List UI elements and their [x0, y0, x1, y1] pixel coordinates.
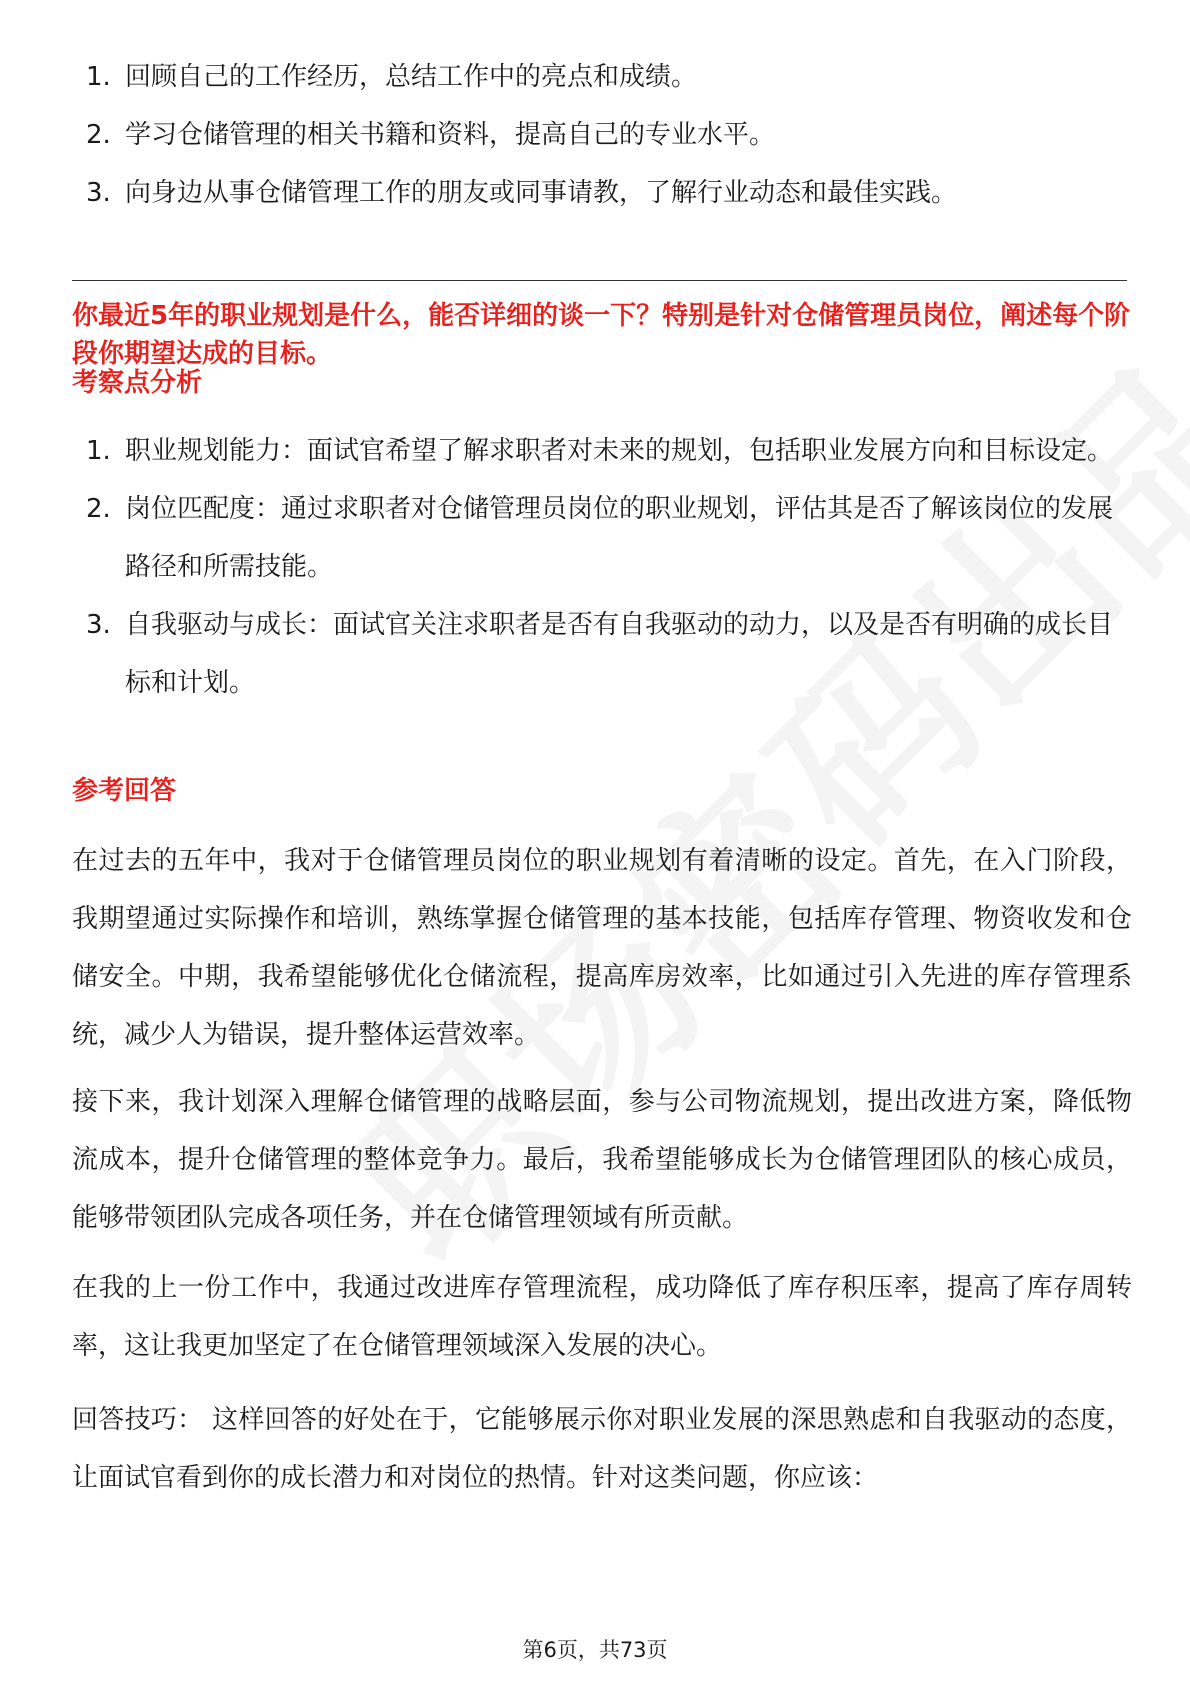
- list-item: [72, 422, 1132, 480]
- answer-heading: 参考回答: [72, 776, 177, 806]
- list-number: 1.: [86, 62, 111, 92]
- answer-paragraph: 在过去的五年中，我对于仓储管理员岗位的职业规划有着清晰的设定。首先，在入门阶段，我期望通过实际操作和培训，熟练掌握仓储管理的基本技能，包括库存管理、物资收发和仓储安全。中期，我希望能够优化仓储流程，提高库房效率，比如通过引入先进的库存管理系统，减少人为错误，提升整体运营效率。: [72, 846, 1132, 1050]
- top-numbered-list: [72, 48, 1132, 222]
- list-text: 回顾自己的工作经历，总结工作中的亮点和成绩。: [125, 62, 698, 92]
- list-number: 1.: [86, 436, 111, 466]
- answer-paragraph: 在我的上一份工作中，我通过改进库存管理流程，成功降低了库存积压率，提高了库存周转率，这让我更加坚定了在仓储管理领域深入发展的决心。: [72, 1273, 1132, 1361]
- section-divider: [72, 280, 1127, 281]
- list-number: 2.: [86, 494, 111, 524]
- list-item: [72, 106, 1132, 164]
- list-number: 3.: [86, 178, 111, 208]
- list-number: 2.: [86, 120, 111, 150]
- list-item: [72, 480, 1132, 596]
- list-text: 向身边从事仓储管理工作的朋友或同事请教，了解行业动态和最佳实践。: [125, 178, 958, 208]
- list-number: 3.: [86, 610, 111, 640]
- page-number-footer: 第6页，共73页: [522, 1638, 668, 1662]
- list-item: [72, 164, 1132, 222]
- list-item: [72, 596, 1132, 712]
- list-text: 学习仓储管理的相关书籍和资料，提高自己的专业水平。: [125, 120, 776, 150]
- list-item: [72, 48, 1132, 106]
- list-text: 岗位匹配度：通过求职者对仓储管理员岗位的职业规划，评估其是否了解该岗位的发展路径和所需技能。: [125, 494, 1114, 582]
- list-text: 自我驱动与成长：面试官关注求职者是否有自我驱动的动力，以及是否有明确的成长目标和计划。: [125, 610, 1114, 698]
- analysis-numbered-list: [72, 422, 1132, 712]
- list-text: 职业规划能力：面试官希望了解求职者对未来的规划，包括职业发展方向和目标设定。: [125, 436, 1114, 466]
- answer-paragraph: 接下来，我计划深入理解仓储管理的战略层面，参与公司物流规划，提出改进方案，降低物流成本，提升仓储管理的整体竞争力。最后，我希望能够成长为仓储管理团队的核心成员，能够带领团队完成各项任务，并在仓储管理领域有所贡献。: [72, 1087, 1132, 1233]
- interview-question: 你最近5年的职业规划是什么，能否详细的谈一下？特别是针对仓储管理员岗位，阐述每个阶段你期望达成的目标。: [72, 301, 1131, 369]
- answer-tips-paragraph: 回答技巧： 这样回答的好处在于，它能够展示你对职业发展的深思熟虑和自我驱动的态度，让面试官看到你的成长潜力和对岗位的热情。针对这类问题，你应该：: [72, 1405, 1132, 1493]
- analysis-heading: 考察点分析: [72, 368, 203, 398]
